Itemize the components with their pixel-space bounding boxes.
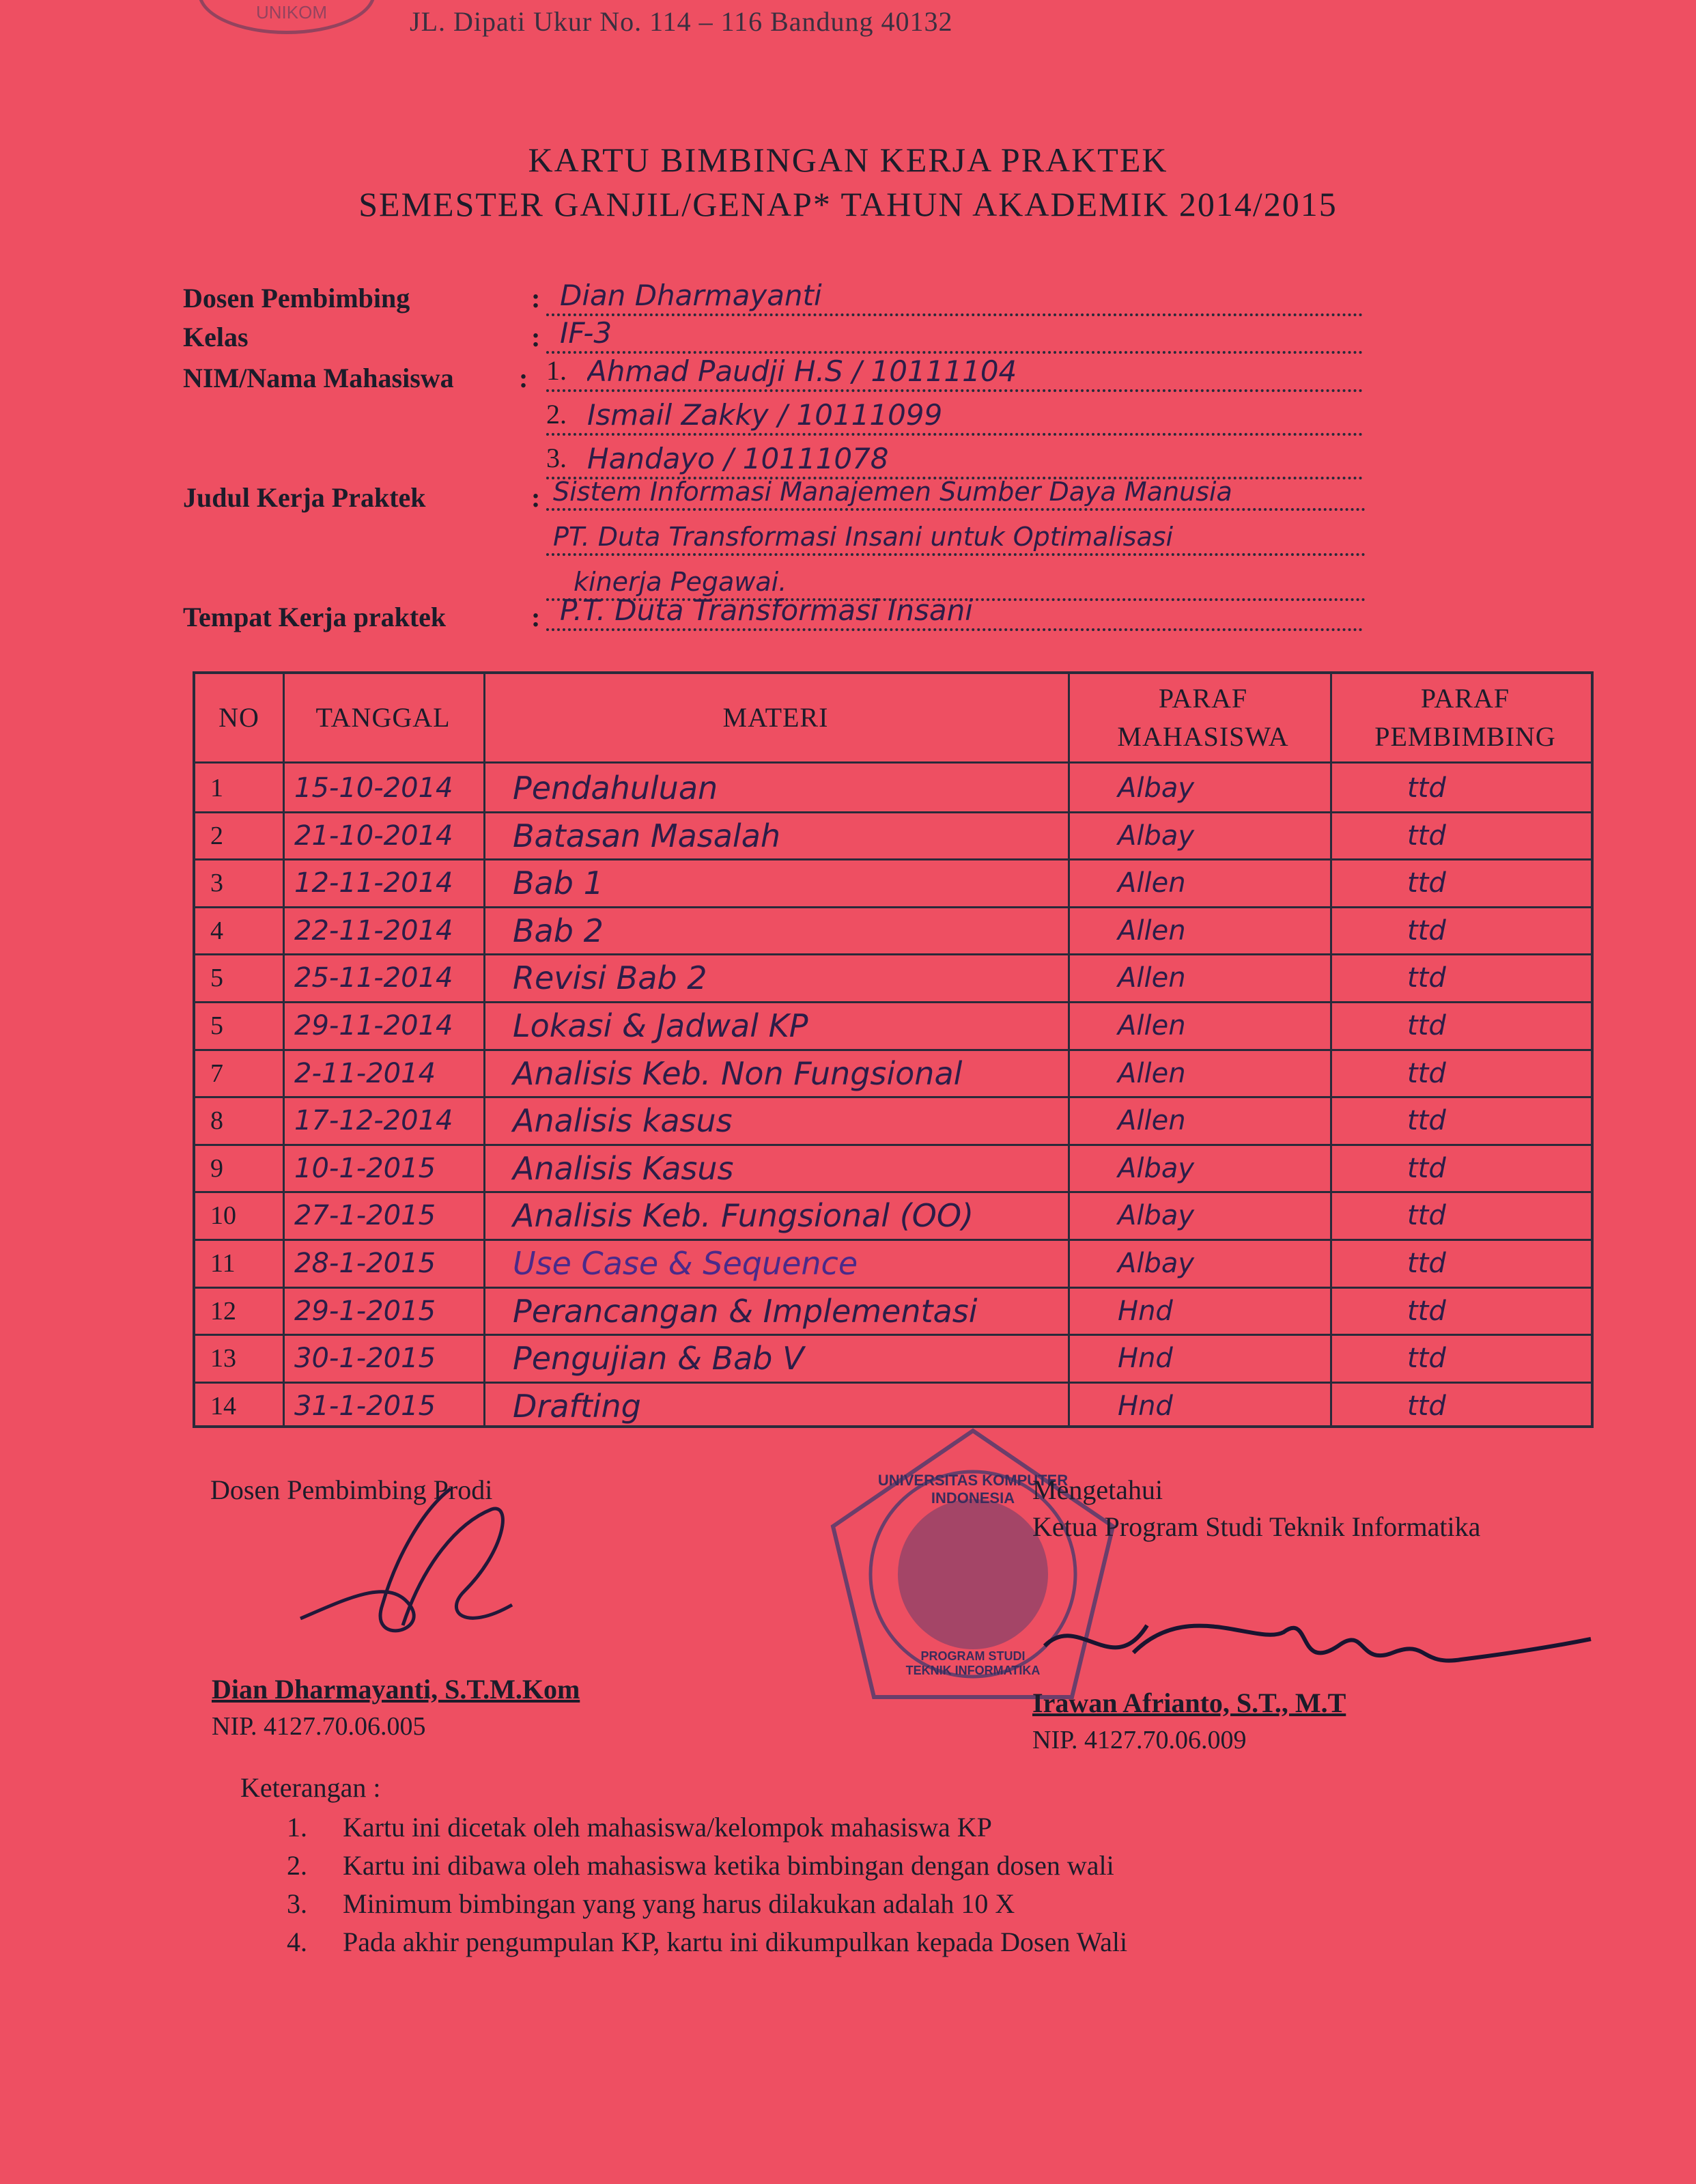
table-body <box>195 764 1591 1425</box>
nim-colon: : <box>519 363 528 393</box>
table-row <box>195 1049 1591 1097</box>
student-row <box>546 396 1363 436</box>
notes-title: Keterangan : <box>240 1772 381 1803</box>
row-paraf-pembimbing: ttd <box>1407 1390 1446 1422</box>
table-row <box>195 1191 1591 1239</box>
row-paraf-pembimbing: ttd <box>1407 867 1446 899</box>
row-paraf-mahasiswa: Allen <box>1118 1010 1186 1041</box>
row-paraf-pembimbing: ttd <box>1407 1295 1446 1327</box>
card-subtitle: SEMESTER GANJIL/GENAP* TAHUN AKADEMIK 2014/2015 <box>358 185 1338 223</box>
row-paraf-pembimbing: ttd <box>1407 1057 1446 1089</box>
row-tanggal: 15-10-2014 <box>294 772 453 804</box>
row-no: 1 <box>210 774 223 802</box>
row-paraf-pembimbing: ttd <box>1407 1200 1446 1232</box>
table-row <box>195 906 1591 954</box>
kelas-colon: : <box>531 322 541 352</box>
row-tanggal: 2-11-2014 <box>294 1057 436 1089</box>
judul-text: PT. Duta Transformasi Insani untuk Optimalisasi <box>553 522 1174 552</box>
note-text: Kartu ini dicetak oleh mahasiswa/kelompok mahasiswa KP <box>343 1812 992 1843</box>
row-paraf-mahasiswa: Albay <box>1118 1200 1195 1232</box>
row-paraf-mahasiswa: Albay <box>1118 772 1195 804</box>
note-item <box>287 1926 1516 1964</box>
note-item <box>287 1849 1516 1888</box>
table-row <box>195 1287 1591 1334</box>
row-materi: Analisis kasus <box>513 1102 733 1140</box>
table-row <box>195 1334 1591 1382</box>
kelas-label: Kelas <box>183 322 249 352</box>
kelas-value: IF-3 <box>560 316 612 350</box>
guidance-table <box>193 671 1594 1428</box>
row-tanggal: 10-1-2015 <box>294 1152 436 1184</box>
row-tanggal: 21-10-2014 <box>294 820 453 852</box>
stamp-inner-text: PROGRAM STUDI TEKNIK INFORMATIKA <box>905 1649 1041 1677</box>
left-signature-name: Dian Dharmayanti, S.T.M.Kom <box>212 1674 580 1705</box>
student-num: 2. <box>546 399 567 430</box>
header-tanggal: TANGGAL <box>315 702 451 733</box>
table-row <box>195 1144 1591 1192</box>
row-no: 13 <box>210 1344 236 1373</box>
row-paraf-pembimbing: ttd <box>1407 820 1446 852</box>
judul-label: Judul Kerja Praktek <box>183 482 426 513</box>
address-line: JL. Dipati Ukur No. 114 – 116 Bandung 40132 <box>410 6 953 37</box>
judul-line <box>546 516 1366 556</box>
row-tanggal: 12-11-2014 <box>294 867 453 899</box>
table-row <box>195 811 1591 859</box>
tempat-value: P.T. Duta Transformasi Insani <box>560 593 973 627</box>
row-paraf-mahasiswa: Hnd <box>1118 1295 1173 1327</box>
row-no: 9 <box>210 1153 223 1183</box>
row-paraf-mahasiswa: Allen <box>1118 1057 1186 1089</box>
row-paraf-mahasiswa: Allen <box>1118 867 1186 899</box>
row-paraf-mahasiswa: Allen <box>1118 914 1186 947</box>
header-paraf-mahasiswa: PARAF MAHASISWA <box>1117 683 1289 752</box>
row-no: 12 <box>210 1296 236 1326</box>
table-row <box>195 858 1591 906</box>
row-no: 5 <box>210 1011 223 1040</box>
right-signature-label-2: Ketua Program Studi Teknik Informatika <box>1032 1511 1481 1542</box>
row-no: 5 <box>210 964 223 993</box>
row-paraf-mahasiswa: Hnd <box>1118 1390 1173 1422</box>
row-tanggal: 29-11-2014 <box>294 1010 453 1041</box>
row-tanggal: 29-1-2015 <box>294 1295 436 1327</box>
row-tanggal: 22-11-2014 <box>294 914 453 947</box>
student-num: 1. <box>546 355 567 386</box>
row-materi: Revisi Bab 2 <box>513 960 707 997</box>
header-paraf-pembimbing: PARAF PEMBIMBING <box>1374 683 1556 752</box>
judul-text: kinerja Pegawai. <box>574 567 787 597</box>
row-paraf-pembimbing: ttd <box>1407 914 1446 947</box>
row-tanggal: 28-1-2015 <box>294 1248 436 1279</box>
header-no: NO <box>218 702 259 733</box>
row-materi: Lokasi & Jadwal KP <box>513 1007 808 1044</box>
row-tanggal: 27-1-2015 <box>294 1200 436 1232</box>
row-tanggal: 17-12-2014 <box>294 1105 453 1137</box>
tempat-field <box>546 591 1363 631</box>
table-row <box>195 764 1591 811</box>
row-tanggal: 31-1-2015 <box>294 1390 436 1422</box>
row-paraf-mahasiswa: Albay <box>1118 820 1195 852</box>
row-no: 7 <box>210 1059 223 1088</box>
row-no: 11 <box>210 1249 236 1278</box>
row-paraf-mahasiswa: Hnd <box>1118 1343 1173 1375</box>
note-num: 4. <box>287 1927 307 1957</box>
student-num: 3. <box>546 443 567 473</box>
row-no: 2 <box>210 821 223 850</box>
row-paraf-mahasiswa: Albay <box>1118 1152 1195 1184</box>
row-materi: Analisis Keb. Fungsional (OO) <box>513 1197 974 1235</box>
university-logo <box>198 0 376 34</box>
row-paraf-pembimbing: ttd <box>1407 962 1446 994</box>
table-row <box>195 1001 1591 1049</box>
row-paraf-pembimbing: ttd <box>1407 772 1446 804</box>
row-paraf-pembimbing: ttd <box>1407 1010 1446 1041</box>
tempat-label: Tempat Kerja praktek <box>183 602 447 632</box>
row-no: 4 <box>210 916 223 945</box>
note-item <box>287 1888 1516 1926</box>
row-no: 3 <box>210 869 223 898</box>
table-row <box>195 1382 1591 1429</box>
students-list <box>546 352 1363 479</box>
row-paraf-pembimbing: ttd <box>1407 1248 1446 1279</box>
table-row <box>195 1096 1591 1144</box>
logo-text: UNIKOM <box>256 2 327 23</box>
row-paraf-pembimbing: ttd <box>1407 1152 1446 1184</box>
row-materi: Pengujian & Bab V <box>513 1340 804 1377</box>
right-signature-nip: NIP. 4127.70.06.009 <box>1032 1726 1247 1754</box>
left-signature-icon <box>287 1482 546 1666</box>
note-num: 1. <box>287 1812 307 1843</box>
dosen-field <box>546 277 1363 316</box>
row-materi: Bab 1 <box>513 865 604 902</box>
judul-field <box>546 471 1366 601</box>
student-value: Ismail Zakky / 10111099 <box>587 398 943 432</box>
row-tanggal: 25-11-2014 <box>294 962 453 994</box>
row-materi: Pendahuluan <box>513 770 718 807</box>
row-materi: Perancangan & Implementasi <box>513 1292 978 1330</box>
tempat-colon: : <box>531 602 541 632</box>
note-text: Pada akhir pengumpulan KP, kartu ini dikumpulkan kepada Dosen Wali <box>343 1927 1128 1957</box>
judul-text: Sistem Informasi Manajemen Sumber Daya Manusia <box>553 477 1232 507</box>
left-signature-nip: NIP. 4127.70.06.005 <box>212 1712 426 1741</box>
note-num: 3. <box>287 1888 307 1919</box>
row-materi: Analisis Kasus <box>513 1149 734 1187</box>
left-signature-label: Dosen Pembimbing Prodi <box>210 1474 493 1505</box>
row-no: 8 <box>210 1106 223 1136</box>
notes-list <box>287 1811 1516 1964</box>
note-num: 2. <box>287 1850 307 1881</box>
row-paraf-mahasiswa: Allen <box>1118 962 1186 994</box>
nim-label: NIM/Nama Mahasiswa <box>183 363 454 393</box>
row-paraf-pembimbing: ttd <box>1407 1105 1446 1137</box>
stamp-outer-text: UNIVERSITAS KOMPUTER INDONESIA <box>877 1472 1069 1507</box>
row-materi: Batasan Masalah <box>513 817 781 854</box>
note-item <box>287 1811 1516 1849</box>
header-materi: MATERI <box>722 702 829 733</box>
dosen-label: Dosen Pembimbing <box>183 283 410 313</box>
row-materi: Use Case & Sequence <box>513 1245 858 1282</box>
row-materi: Bab 2 <box>513 912 604 949</box>
row-materi: Drafting <box>513 1387 641 1425</box>
student-value: Ahmad Paudji H.S / 10111104 <box>587 354 1017 388</box>
right-signature-name: Irawan Afrianto, S.T., M.T <box>1032 1688 1346 1718</box>
right-signature-label-1: Mengetahui <box>1032 1474 1163 1505</box>
note-text: Minimum bimbingan yang yang harus dilakukan adalah 10 X <box>343 1888 1015 1919</box>
row-no: 14 <box>210 1391 236 1420</box>
dosen-colon: : <box>531 283 541 313</box>
judul-line <box>546 471 1366 511</box>
card-title: KARTU BIMBINGAN KERJA PRAKTEK <box>528 141 1168 179</box>
student-value: Handayo / 10111078 <box>587 442 889 475</box>
judul-colon: : <box>531 482 541 513</box>
row-no: 10 <box>210 1201 236 1231</box>
dosen-value: Dian Dharmayanti <box>560 279 822 312</box>
kelas-field <box>546 314 1363 354</box>
student-row <box>546 352 1363 392</box>
table-row <box>195 1239 1591 1287</box>
row-tanggal: 30-1-2015 <box>294 1343 436 1375</box>
row-paraf-mahasiswa: Albay <box>1118 1248 1195 1279</box>
note-text: Kartu ini dibawa oleh mahasiswa ketika bimbingan dengan dosen wali <box>343 1850 1114 1881</box>
table-row <box>195 953 1591 1001</box>
row-paraf-pembimbing: ttd <box>1407 1343 1446 1375</box>
row-paraf-mahasiswa: Allen <box>1118 1105 1186 1137</box>
row-materi: Analisis Keb. Non Fungsional <box>513 1054 963 1092</box>
